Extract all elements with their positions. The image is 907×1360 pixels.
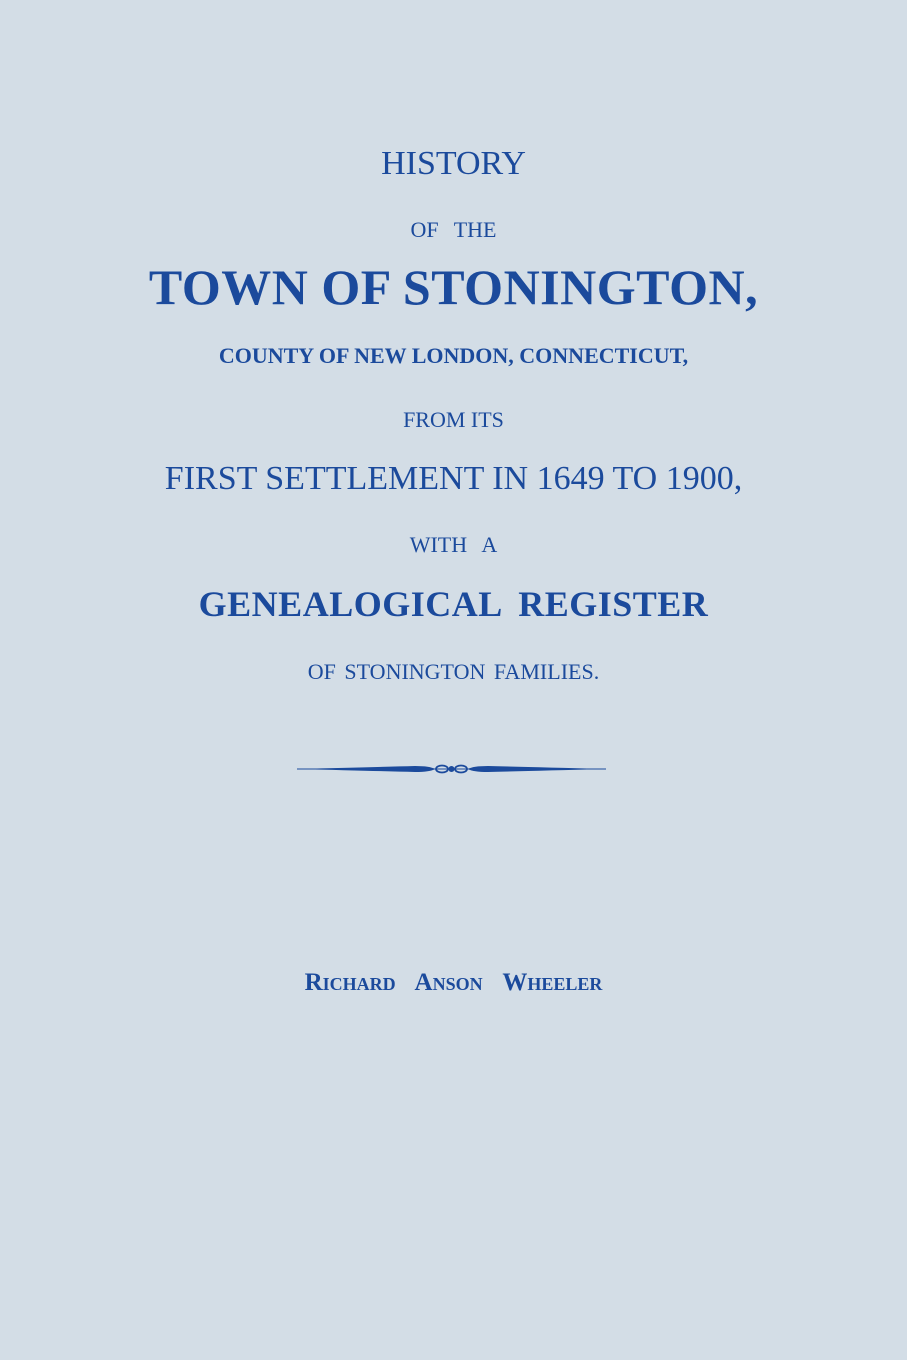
title-of-the: OF THE <box>410 217 497 242</box>
title-first-settlement: FIRST SETTLEMENT IN 1649 TO 1900, <box>164 460 743 497</box>
decorative-divider-icon <box>295 758 608 780</box>
title-county: COUNTY OF NEW LONDON, CONNECTICUT, <box>218 343 689 368</box>
title-genealogical-register: GENEALOGICAL REGISTER <box>198 584 709 624</box>
title-of-stonington-families: OF STONINGTON FAMILIES. <box>307 659 600 684</box>
author-name: Richard Anson Wheeler <box>304 969 603 996</box>
title-from-its: FROM ITS <box>403 407 504 432</box>
title-history: HISTORY <box>381 145 526 182</box>
title-town-of-stonington: TOWN OF STONINGTON, <box>148 259 759 315</box>
title-with-a: WITH A <box>409 532 498 557</box>
